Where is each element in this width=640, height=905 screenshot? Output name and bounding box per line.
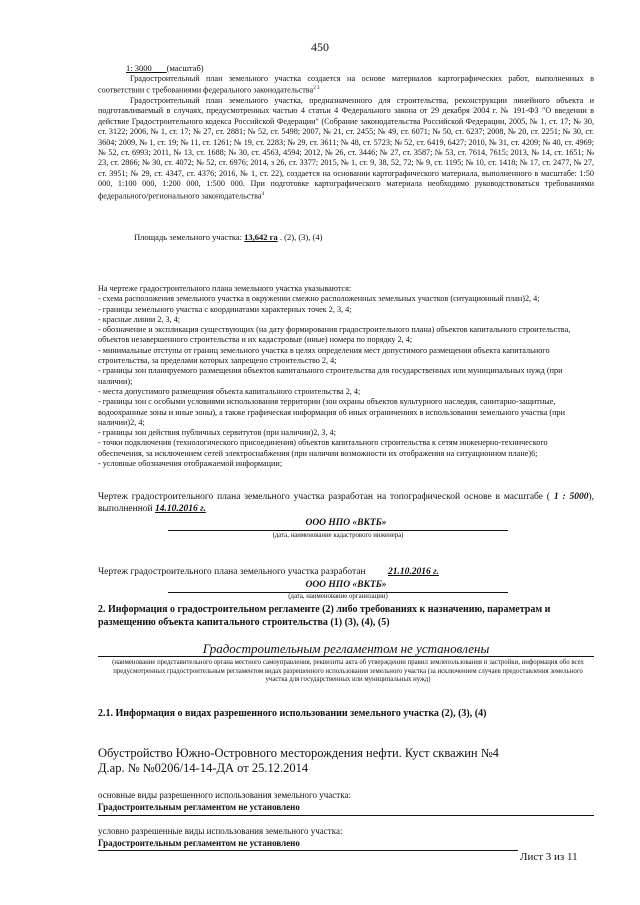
underline bbox=[98, 850, 518, 851]
drawing2-org: ООО НПО «ВКТБ» bbox=[305, 580, 387, 590]
drawing1-caption: (дата, наименование кадастрового инженера) bbox=[272, 532, 404, 539]
drawing2-date: 21.10.2016 г. bbox=[388, 567, 439, 577]
list-item: - границы зон планируемого размещения объектов капитального строительства для государственных или муниципальных нужд (при наличии); bbox=[98, 366, 563, 386]
underline bbox=[98, 815, 594, 816]
section-2-heading: 2. Информация о градостроительном регламенте (2) либо требованиях к назначению, параметрам и размещению объекта капитального строительства (1) (3), (4), (5) bbox=[98, 604, 551, 628]
list-item: - границы земельного участка с координатами характерных точек 2, 3, 4; bbox=[98, 304, 352, 314]
underline bbox=[168, 530, 508, 531]
sheet-number: Лист 3 из 11 bbox=[520, 851, 578, 863]
page-number: 450 bbox=[311, 40, 329, 54]
list-item: - места допустимого размещения объекта капитального строительства 2, 4; bbox=[98, 386, 361, 396]
scale-line bbox=[126, 63, 204, 73]
list-heading: На чертеже градостроительного плана земельного участка указываются: bbox=[98, 284, 352, 293]
drawing1-org: ООО НПО «ВКТБ» bbox=[305, 518, 387, 528]
underline bbox=[98, 656, 594, 657]
intro-paragraph-2: Градостроительный план земельного участка, предназначенного для строительства, реконструкции линейного объекта и подготавливаемый в случаях, предусмотренных частью 4 статьи 4 Федерального закона от 29 декабря 2004 г. № 191-ФЗ "О введении в действие Градостроительного кодекса Российской Федерации" (Собрание законодательства Российской Федерации, 2005, № 1, ст. 17; № 30, ст. 3122; 2006, № 1, ст. 17; № 27, ст. 2881; № 52, ст. 5498; 2007, № 21, ст. 2455; № 49, ст. 6071; № 50, ст. 6237; 2008, № 20, ст. 2251; № 30, ст. 3604; 2009, № 1, ст. 19; № 11, ст. 1261; № 19, ст. 2283; № 29, ст. 3611; № 48, ст. 5723; № 52, ст. 6419, 6427; 2010, № 31, ст. 4209; № 40, ст. 4969; № 52, ст. 6993; 2011, № 13, ст. 1688; № 30, ст. 4563, 4594; 2012, № 26, ст. 3446; № 27, ст. 3587; № 53, ст. 7614, 7615; 2013, № 14, ст. 1651; № 23, ст. 2866; № 30, ст. 4072; № 52, ст. 6976; 2014, з 26, ст. 3377; 2015, № 1, ст. 9, 38, 52, 72; № 9, ст. 1195; № 10, ст. 1418; № 17, ст. 2477, № 27, ст. 3951; № 29, ст. 4347, ст. 4376; 2016, № 1, ст. 22), создается на основании картографического материала, выполненного в масштабе: 1:50 000, 1:100 000, 1:200 000, 1:500 000. При подготовке картографического материала необходимо руководствоваться требованиями федерального/регионального законодательства$^4$ bbox=[98, 96, 594, 201]
list-item: - точки подключения (технологического присоединения) объектов капитального строительства к сетям инженерно-технического обеспечения, за исключением сетей электроснабжения (при наличии возможности их отображения на ситуационном плане)6; bbox=[98, 438, 548, 458]
intro-paragraph-1: Градостроительный план земельного участка создается на основе материалов картографических работ, выполненных в соответствии с требованиями федерального законодательства$^{2 3}$ bbox=[98, 74, 594, 96]
list-item: - условные обозначения отображаемой информации; bbox=[98, 459, 283, 469]
list-item: - схема расположения земельного участка в окружении смежно расположенных земельных участков (ситуационный план)2, 4; bbox=[98, 294, 540, 304]
drawing2-line: Чертеж градостроительного плана земельного участка разработан 21.10.2016 г. bbox=[98, 567, 439, 577]
scale-value: 1: 3000 bbox=[126, 63, 152, 73]
section-2-caption: (наименование представительного органа местного самоуправления, реквизиты акта об утверждении правил землепользования и застройки, информация обо всех предусмотренных градостроительным регламентом видах разрешенного использования земельного участка (за исключением случаев предоставления земельного участка для государственных или муниципальных нужд) bbox=[112, 659, 584, 684]
drawing-items-list bbox=[98, 284, 594, 469]
section-2-value: Градостроительным регламентом не установлены bbox=[202, 641, 490, 656]
basic-uses-label: основные виды разрешенного использования земельного участка: bbox=[98, 790, 351, 800]
scale-label: (масштаб) bbox=[166, 63, 204, 73]
list-item: - обозначение и экспликация существующих (на дату формирования градостроительного плана) объектов капитального строительства, объектов незавершенного строительства и их кадастровые (иные) номера по порядку 2, 4; bbox=[98, 325, 571, 345]
list-item: - минимальные отступы от границ земельного участка в целях определения мест допустимого размещения объекта капитального строительства, за пределами которых запрещено строительство 2, 4; bbox=[98, 345, 550, 366]
area-value: 13,642 га bbox=[244, 232, 278, 242]
list-item: - границы зон с особыми условиями использования территории (зон охраны объектов культурного наследия, санитарно-защитные, водоохранные зоны и иные зоны), а также графическая информация об иных ограничениях в использовании земельного участка (при наличии)2, 4; bbox=[98, 397, 565, 427]
conditional-uses-value: Градостроительным регламентом не установлено bbox=[98, 838, 300, 848]
section-2-1-heading: 2.1. Информация о видах разрешенного использовании земельного участка (2), (3), (4) bbox=[98, 708, 487, 719]
topo-basis-line: Чертеж градостроительного плана земельного участка разработан на топографической основе в масштабе ( 1 : 5000), выполненной 14.10.2016 г. bbox=[98, 492, 595, 514]
list-item: - красные линии 2, 3, 4; bbox=[98, 314, 181, 324]
list-item: - границы зон действия публичных сервитутов (при наличии)2, 3, 4; bbox=[98, 428, 336, 438]
area-line: Площадь земельного участка: 13,642 га . (2), (3), (4) bbox=[134, 232, 323, 242]
drawing1-date: 14.10.2016 г. bbox=[155, 504, 206, 514]
basic-uses-value: Градостроительным регламентом не установлено bbox=[98, 802, 300, 812]
drawing2-caption: (дата, наименование организации) bbox=[288, 593, 388, 600]
conditional-uses-label: условно разрешенные виды использования земельного участка: bbox=[98, 826, 343, 836]
object-description: Обустройство Южно-Островного месторождения нефти. Куст скважин №4 Д.ар. № №0206/14-14-ДА от 25.12.2014 bbox=[98, 746, 499, 775]
